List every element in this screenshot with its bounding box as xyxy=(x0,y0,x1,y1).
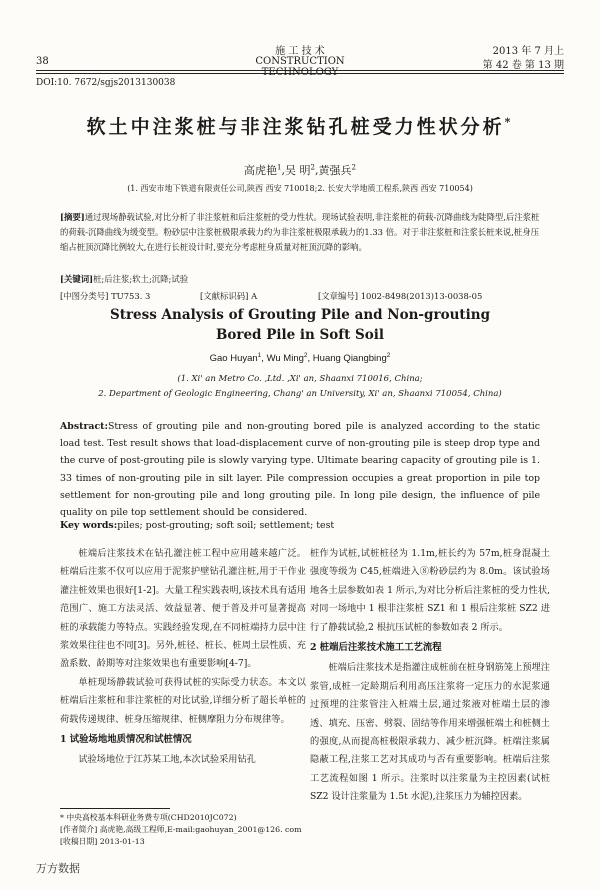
abstract-zh xyxy=(60,210,540,255)
title-en xyxy=(0,305,600,345)
author-en: , Huang Qiangbing xyxy=(307,353,387,365)
keywords-en-text: piles; post-grouting; soft soil; settlement; test xyxy=(117,520,335,531)
title-en-line: Stress Analysis of Grouting Pile and Non-grouting xyxy=(109,307,491,323)
footnote-author: [作者简介] 高虎艳,高级工程师,E-mail:gaohuyan_2001@126. com xyxy=(60,825,302,834)
watermark: 万方数据 xyxy=(36,862,80,875)
title-en-line: Bored Pile in Soft Soil xyxy=(215,327,385,343)
page-number: 38 xyxy=(36,56,49,67)
header-rule xyxy=(36,70,564,71)
volume-issue: 第 42 卷 第 13 期 xyxy=(482,60,564,71)
clc-number: [中图分类号] TU753. 3 xyxy=(60,291,151,301)
authors-en xyxy=(0,352,600,364)
keywords-zh xyxy=(60,273,540,285)
footnote-received: [收稿日期] 2013-01-13 xyxy=(60,837,145,846)
body-paragraph: 试验场地位于江苏某工地,本次试验采用钻孔 xyxy=(78,754,256,766)
article-number: [文章编号] 1002-8498(2013)13-0038-05 xyxy=(318,291,483,301)
document-code: [文献标识码] A xyxy=(200,291,258,301)
affiliation-en-line: (1. Xi' an Metro Co. ,Ltd. ,Xi' an, Shaanxi 710016, China; xyxy=(177,374,423,384)
author-sup: 2 xyxy=(386,352,391,359)
affiliation-en xyxy=(0,372,600,402)
author-en: , Wu Ming xyxy=(261,353,304,365)
body-paragraph: 桩端后注浆技术是指灌注成桩前在桩身钢筋笼上预埋注浆管,成桩一定龄期后利用高压注浆将一定压力的水泥浆通过预埋的注浆管注入桩端土层,通过浆液对桩端土层的渗透、填充、压密、劈裂、固结等作用来增强桩端土和桩侧土的强度,从而提高桩极限承载力、减少桩沉降。桩端注浆属隐蔽工程,注浆工艺对其成功与否有重要影响。桩端后注浆工艺流程如图 1 所示。注浆时以注浆量为主控因素(试桩 SZ2 设计注浆量为 1.5t 水泥),注浆压力为辅控因素。 xyxy=(310,662,550,803)
keywords-en xyxy=(60,520,540,531)
section-heading: 1 试验场地地质情况和试桩情况 xyxy=(60,734,192,746)
abstract-en-label: Abstract: xyxy=(60,421,108,432)
author-sup: 1 xyxy=(257,352,262,359)
author-sup: 2 xyxy=(351,163,356,172)
body-paragraph: 单桩现场静载试验可获得试桩的实际受力状态。本文以桩端后注浆桩和非注浆桩的对比试验,详细分析了超长单桩的荷载传递规律、桩身压缩规律、桩侧摩阻力分布规律等。 xyxy=(60,676,306,725)
author-sup: 2 xyxy=(303,352,308,359)
footnote-rule xyxy=(60,808,170,809)
abstract-zh-text: 通过现场静载试验,对比分析了非注浆桩和后注浆桩的受力性状。现场试验表明,非注浆桩的荷载-沉降曲线为陡降型,后注浆桩的荷载-沉降曲线为缓变型。粉砂层中注浆桩极限承载力约为非注浆桩极限承载力的1.33 倍。对于非注浆桩和注浆长桩来说,桩身压缩占桩顶沉降比例较大,在进行长桩设计时,要充分考虑桩身质量对桩顶沉降的影响。 xyxy=(60,212,540,252)
title-zh xyxy=(0,112,600,139)
footnotes xyxy=(60,812,540,848)
keywords-zh-text: 桩;后注浆;软土;沉降;试验 xyxy=(93,274,189,284)
author-zh: ,吴 明 xyxy=(281,164,311,177)
author-en: Gao Huyan xyxy=(209,353,258,365)
affiliation-zh: (1. 西安市地下铁道有限责任公司,陕西 西安 710018;2. 长安大学地质工程系,陕西 西安 710054) xyxy=(127,184,473,193)
abstract-en-text: Stress of grouting pile and non-grouting bored pile is analyzed according to the static load test. Test result shows that load-displacement curve of non-grouting pile is steep drop type and the curve of post-grouting pile is slowly varying type. Ultimate bearing capacity of grouting pile is 1. 33 times of non-grouting pile in silt layer. Pile compression occupies a great proportion in pile top settlement for non-grouting pile and long grouting pile. In long pile design, the influence of pile quality on pile top settlement should be considered. xyxy=(60,421,540,519)
body-column-right xyxy=(310,545,550,807)
author-sup: 1 xyxy=(277,163,282,172)
section-heading: 2 桩端后注浆技术施工工艺流程 xyxy=(310,642,442,654)
author-sup: 2 xyxy=(310,163,315,172)
journal-name-zh: 施 工 技 术 xyxy=(275,46,325,57)
keywords-en-label: Key words: xyxy=(60,520,118,531)
author-zh: 高虎艳 xyxy=(244,164,278,177)
header-rule-thin xyxy=(36,73,564,74)
keywords-zh-label: [关键词] xyxy=(60,274,94,284)
author-zh: ,黄强兵 xyxy=(314,164,352,177)
doi: DOI:10. 7672/sgjs2013130038 xyxy=(36,78,176,88)
title-zh-text: 软土中注浆桩与非注浆钻孔桩受力性状分析 xyxy=(86,116,505,138)
body-column-left xyxy=(60,545,306,770)
footnote-funding: * 中央高校基本科研业务费专项(CHD2010JC072) xyxy=(60,813,237,822)
title-footnote-mark: * xyxy=(504,115,514,129)
abstract-en xyxy=(60,418,540,521)
journal-name-en: CONSTRUCTION TECHNOLOGY xyxy=(255,56,345,78)
abstract-zh-label: [摘要] xyxy=(60,212,85,222)
issue-date: 2013 年 7 月上 xyxy=(492,46,564,57)
affiliation-en-line: 2. Department of Geologic Engineering, Chang' an University, Xi' an, Shaanxi 710054, China) xyxy=(98,389,502,399)
authors-zh xyxy=(0,162,600,178)
body-paragraph: 桩作为试桩,试桩桩径为 1.1m,桩长约为 57m,桩身混凝土强度等级为 C45,桩端进入⑧粉砂层约为 8.0m。该试验场地各土层参数如表 1 所示,为对比分析后注浆桩的受力性状,对同一场地中 1 根非注浆桩 SZ1 和 1 根后注浆桩 SZ2 进行了静载试验,2 根抗压试桩的参数如表 2 所示。 xyxy=(310,548,550,633)
body-paragraph: 桩端后注浆技术在钻孔灌注桩工程中应用越来越广泛。桩端后注浆不仅可以应用于泥浆护壁钻孔灌注桩,用于干作业灌注桩效果也很好[1-2]。大量工程实践表明,该技术具有适用范围广、施工方法灵活、效益显著、便于普及并可显著提高桩的承载能力等特点。实践经验发现,在不同桩端持力层中注浆效果往往也不同[3]。另外,桩径、桩长、桩周土层性质、充盈系数、龄期等对注浆效果也有重要影响[4-7]。 xyxy=(60,548,306,670)
